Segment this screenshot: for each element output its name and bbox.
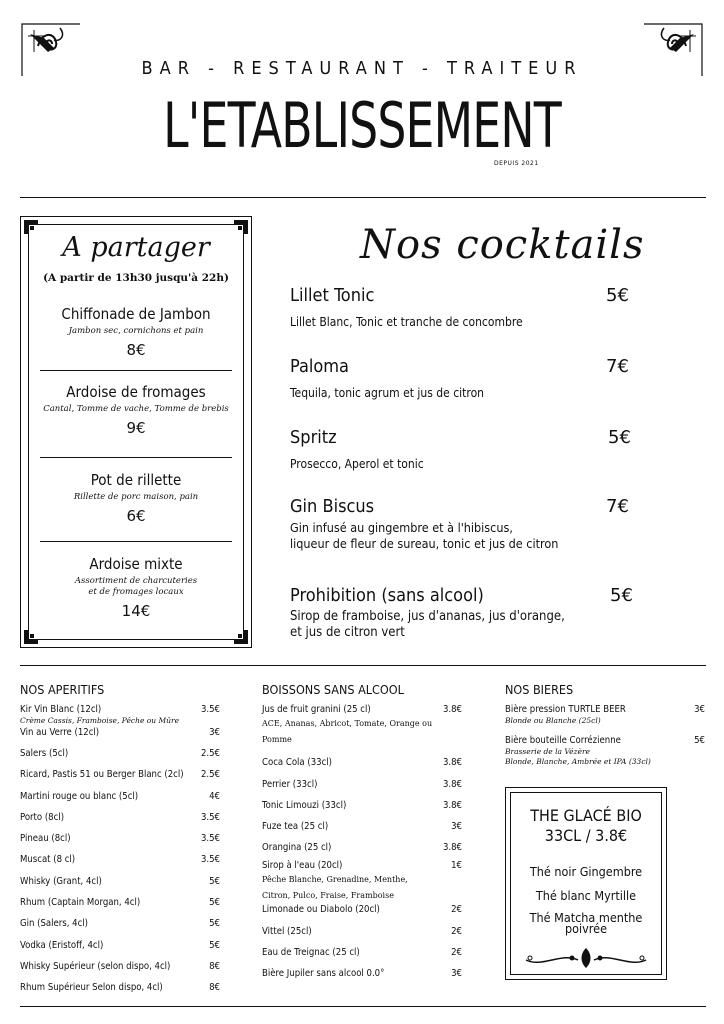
cocktail-name: Prohibition (sans alcool) <box>290 585 484 606</box>
cocktail-item <box>290 585 640 641</box>
aperitifs-item-name: Pineau (8cl) <box>20 833 71 844</box>
aperitifs-item-name: Rhum Supérieur Selon dispo, 4cl) <box>20 982 163 993</box>
cocktail-item <box>290 356 640 401</box>
aperitifs-item-price: 3.5€ <box>200 854 220 865</box>
share-item <box>20 555 252 620</box>
iced-tea-size: 33CL / 3.8€ <box>544 826 628 845</box>
cocktail-price: 5€ <box>608 427 631 448</box>
soft-item-price: 3.8€ <box>442 842 462 853</box>
iced-tea-flavor: Thé blanc Myrtille <box>535 888 637 903</box>
aperitifs-item <box>20 940 103 952</box>
soft-item-price: 3.8€ <box>442 704 462 715</box>
aperitifs-item-name: Whisky Supérieur (selon dispo, 4cl) <box>20 961 171 972</box>
header-subtitle: BAR - RESTAURANT - TRAITEUR <box>141 58 583 79</box>
soft-item <box>262 704 432 748</box>
aperitifs-item-detail: Crème Cassis, Framboise, Pêche ou Mûre <box>20 716 180 725</box>
cocktail-price: 5€ <box>606 285 629 306</box>
cocktail-item <box>290 427 640 472</box>
top-divider <box>20 197 706 198</box>
share-item-name: Chiffonade de Jambon <box>61 305 211 323</box>
aperitifs-item-name: Rhum (Captain Morgan, 4cl) <box>20 897 141 908</box>
beers-item-name: Bière bouteille Corrézienne <box>505 735 621 746</box>
soft-item-price: 2€ <box>451 904 462 915</box>
share-item-name: Pot de rillette <box>90 471 182 489</box>
soft-item-name: Jus de fruit granini (25 cl) <box>262 704 371 715</box>
share-item <box>20 471 252 525</box>
share-item-desc: Rillette de porc maison, pain <box>73 492 199 502</box>
iced-tea-flavor: Thé noir Gingembre <box>529 864 643 879</box>
share-hours: (A partir de 13h30 jusqu'à 22h) <box>43 272 229 284</box>
soft-item <box>262 968 384 980</box>
cocktail-desc: Prosecco, Aperol et tonic <box>290 457 424 471</box>
beers-item-price: 5€ <box>694 735 705 746</box>
soft-item <box>262 947 360 959</box>
cocktail-price: 7€ <box>606 496 629 517</box>
bottom-divider <box>20 1006 706 1007</box>
cocktail-name: Paloma <box>290 356 349 377</box>
soft-item <box>262 860 408 904</box>
soft-item <box>262 757 332 769</box>
aperitifs-item-name: Whisky (Grant, 4cl) <box>20 876 102 887</box>
aperitifs-item <box>20 833 71 845</box>
share-item-name: Ardoise de fromages <box>66 383 206 401</box>
soft-item-name: Sirop à l'eau (20cl) <box>262 860 343 871</box>
aperitifs-item-name: Martini rouge ou blanc (5cl) <box>20 791 139 802</box>
soft-item-price: 2€ <box>451 947 462 958</box>
aperitifs-title: NOS APERITIFS <box>20 682 105 697</box>
soft-item-price: 2€ <box>451 926 462 937</box>
beers-item <box>505 704 626 726</box>
cocktail-desc: Tequila, tonic agrum et jus de citron <box>290 386 485 400</box>
aperitifs-item-price: 5€ <box>209 940 220 951</box>
middle-divider <box>20 665 706 666</box>
aperitifs-item-price: 2.5€ <box>200 769 220 780</box>
aperitifs-item <box>20 704 179 726</box>
share-divider <box>40 370 232 371</box>
cocktail-name: Gin Biscus <box>290 496 375 517</box>
share-divider <box>40 457 232 458</box>
share-item-price: 14€ <box>121 602 151 620</box>
soft-item-name: Tonic Limouzi (33cl) <box>262 800 347 811</box>
aperitifs-item-price: 5€ <box>209 897 220 908</box>
aperitifs-item-price: 2.5€ <box>200 748 220 759</box>
aperitifs-item-price: 4€ <box>209 791 220 802</box>
cocktails-title: Nos cocktails <box>360 222 645 268</box>
aperitifs-item-name: Porto (8cl) <box>20 812 65 823</box>
aperitifs-item <box>20 727 99 739</box>
aperitifs-item-price: 3.5€ <box>200 704 220 715</box>
soft-item <box>262 842 331 854</box>
cocktail-item <box>290 496 640 552</box>
brand-logo: L'ETABLISSEMENT <box>163 89 561 162</box>
aperitifs-item-price: 3€ <box>209 727 220 738</box>
share-item-price: 6€ <box>126 507 146 525</box>
soft-item <box>262 926 312 938</box>
aperitifs-item-name: Ricard, Pastis 51 ou Berger Blanc (2cl) <box>20 769 184 780</box>
aperitifs-item <box>20 897 140 909</box>
cocktail-price: 7€ <box>606 356 629 377</box>
beers-item-price: 3€ <box>694 704 705 715</box>
soft-item-price: 3.8€ <box>442 757 462 768</box>
soft-item-name: Eau de Treignac (25 cl) <box>262 947 360 958</box>
soft-item <box>262 821 328 833</box>
soft-item-price: 1€ <box>451 860 462 871</box>
share-item <box>20 383 252 437</box>
aperitifs-item <box>20 791 138 803</box>
aperitifs-item-price: 3.5€ <box>200 812 220 823</box>
share-divider <box>40 541 232 542</box>
aperitifs-item <box>20 854 75 866</box>
beers-item-detail: Brasserie de la Vézère Blonde, Blanche, Ambrée et IPA (33cl) <box>505 747 651 766</box>
soft-item-name: Bière Jupiler sans alcool 0.0° <box>262 968 385 979</box>
aperitifs-item-price: 8€ <box>209 961 220 972</box>
soft-drinks-title: BOISSONS SANS ALCOOL <box>262 682 404 697</box>
aperitifs-item-name: Kir Vin Blanc (12cl) <box>20 704 102 715</box>
aperitifs-item <box>20 748 68 760</box>
beers-item <box>505 735 651 767</box>
soft-item-name: Orangina (25 cl) <box>262 842 332 853</box>
share-item-desc: Assortiment de charcuteries et de fromages locaux <box>74 576 198 597</box>
aperitifs-item-name: Muscat (8 cl) <box>20 854 76 865</box>
frame-corner-icon <box>24 630 38 644</box>
ornament-divider-icon <box>522 946 650 970</box>
cocktail-price: 5€ <box>610 585 633 606</box>
aperitifs-item <box>20 876 102 888</box>
iced-tea-flavor: Thé Matcha menthe poivrée <box>529 910 643 936</box>
soft-item <box>262 904 380 916</box>
share-title: A partager <box>62 232 210 263</box>
soft-item <box>262 779 317 791</box>
soft-item-detail: Pêche Blanche, Grenadine, Menthe, Citron, Pulco, Fraise, Framboise <box>262 875 408 900</box>
share-item <box>20 305 252 359</box>
aperitifs-item-name: Vin au Verre (12cl) <box>20 727 100 738</box>
aperitifs-item <box>20 982 163 994</box>
frame-corner-icon <box>234 630 248 644</box>
cocktail-name: Lillet Tonic <box>290 285 375 306</box>
soft-item <box>262 800 346 812</box>
soft-item-name: Fuze tea (25 cl) <box>262 821 329 832</box>
share-item-desc: Jambon sec, cornichons et pain <box>68 326 204 336</box>
share-item-price: 9€ <box>126 419 146 437</box>
soft-item-detail: ACE, Ananas, Abricot, Tomate, Orange ou Pomme <box>262 719 433 744</box>
beers-item-name: Bière pression TURTLE BEER <box>505 704 626 715</box>
soft-item-price: 3€ <box>451 968 462 979</box>
aperitifs-item <box>20 769 184 781</box>
soft-item-price: 3.8€ <box>442 800 462 811</box>
cocktail-desc: Sirop de framboise, jus d'ananas, jus d'orange, et jus de citron vert <box>290 609 565 640</box>
aperitifs-item-name: Gin (Salers, 4cl) <box>20 918 89 929</box>
aperitifs-item <box>20 961 170 973</box>
cocktail-name: Spritz <box>290 427 337 448</box>
soft-item-name: Perrier (33cl) <box>262 779 318 790</box>
iced-tea-title: THE GLACÉ BIO <box>530 806 642 825</box>
beers-title: NOS BIERES <box>505 682 574 697</box>
beers-item-detail: Blonde ou Blanche (25cl) <box>505 716 601 725</box>
share-item-price: 8€ <box>126 341 146 359</box>
aperitifs-item-price: 5€ <box>209 918 220 929</box>
soft-item-name: Limonade ou Diabolo (20cl) <box>262 904 380 915</box>
aperitifs-item-name: Vodka (Eristoff, 4cl) <box>20 940 104 951</box>
aperitifs-item-price: 3.5€ <box>200 833 220 844</box>
share-item-desc: Cantal, Tomme de vache, Tomme de brebis <box>43 404 229 414</box>
aperitifs-item-price: 5€ <box>209 876 220 887</box>
share-item-name: Ardoise mixte <box>89 555 183 573</box>
since-label: DEPUIS 2021 <box>494 160 539 167</box>
cocktail-desc: Gin infusé au gingembre et à l'hibiscus, liqueur de fleur de sureau, tonic et jus de citron <box>290 520 559 551</box>
aperitifs-item-price: 8€ <box>209 982 220 993</box>
soft-item-name: Coca Cola (33cl) <box>262 757 332 768</box>
aperitifs-item <box>20 918 88 930</box>
aperitifs-item <box>20 812 64 824</box>
soft-item-price: 3€ <box>451 821 462 832</box>
soft-item-price: 3.8€ <box>442 779 462 790</box>
cocktail-desc: Lillet Blanc, Tonic et tranche de concombre <box>290 315 523 329</box>
aperitifs-item-name: Salers (5cl) <box>20 748 69 759</box>
cocktail-item <box>290 285 640 330</box>
soft-item-name: Vittel (25cl) <box>262 926 312 937</box>
